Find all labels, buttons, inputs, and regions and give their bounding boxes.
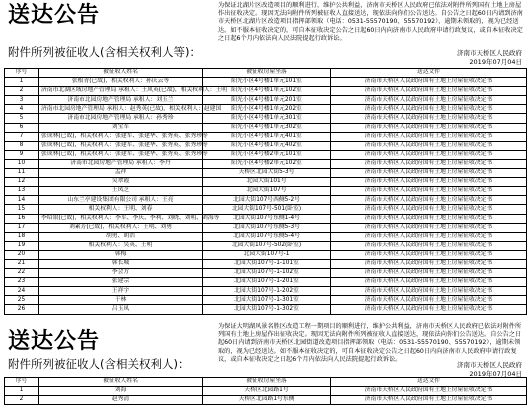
cell-document: 济南市天桥区人民政府国有土地上房屋征收决定书 bbox=[331, 305, 527, 314]
cell-name: 赵秀清 bbox=[39, 396, 203, 405]
table-row bbox=[5, 105, 527, 114]
table-row bbox=[5, 178, 527, 187]
cell-name: 韩梅 bbox=[39, 250, 203, 259]
cell-name: 王凤芝 bbox=[39, 187, 203, 196]
cell-name: 胡勇、胡浩 bbox=[39, 232, 203, 241]
table-row bbox=[5, 250, 527, 259]
cell-name: 孟祥 bbox=[39, 169, 203, 178]
cell-address: 北园大街107号-501(卧室) bbox=[203, 205, 331, 214]
table-row bbox=[5, 296, 527, 305]
cell-index: 2 bbox=[5, 396, 39, 405]
header-index: 序号 bbox=[5, 69, 39, 78]
table-row bbox=[5, 259, 527, 268]
table-row bbox=[5, 232, 527, 241]
cell-address: 阳光小区4号楼1单元101室 bbox=[203, 78, 331, 87]
cell-document: 济南市天桥区人民政府国有土地上房屋征收决定书 bbox=[331, 214, 527, 223]
cell-address: 天桥区北园大街5-3号 bbox=[203, 169, 331, 178]
cell-name: 于林 bbox=[39, 296, 203, 305]
cell-name: 济南市北园房地产管理局 承租人：孙秀珍 bbox=[39, 114, 203, 123]
cell-index: 1 bbox=[5, 78, 39, 87]
cell-index: 1 bbox=[5, 387, 39, 396]
cell-index: 26 bbox=[5, 305, 39, 314]
cell-index: 25 bbox=[5, 296, 39, 305]
cell-index: 21 bbox=[5, 259, 39, 268]
cell-document: 济南市天桥区人民政府国有土地上房屋征收决定书 bbox=[331, 123, 527, 132]
cell-document: 济南市天桥区人民政府国有土地上房屋征收决定书 bbox=[331, 159, 527, 168]
table-row bbox=[5, 287, 527, 296]
header-document: 送达文件 bbox=[331, 378, 527, 387]
cell-index: 22 bbox=[5, 269, 39, 278]
header-name: 被征收人姓名 bbox=[39, 378, 203, 387]
table-row bbox=[5, 269, 527, 278]
cell-index: 10 bbox=[5, 159, 39, 168]
cell-name: 刘海 bbox=[39, 387, 203, 396]
cell-document: 济南市天桥区人民政府国有土地上房屋征收决定书 bbox=[331, 250, 527, 259]
cell-address: 天桥区北园路1号 bbox=[203, 387, 331, 396]
table-row bbox=[5, 78, 527, 87]
recipients-table bbox=[4, 377, 527, 405]
cell-index: 8 bbox=[5, 141, 39, 150]
cell-address: 阳光小区4号楼1单元402室 bbox=[203, 141, 331, 150]
cell-name: 吴翠霞 bbox=[39, 178, 203, 187]
cell-address: 北园大街107号-1-201室 bbox=[203, 278, 331, 287]
cell-document: 济南市天桥区人民政府国有土地上房屋征收决定书 bbox=[331, 278, 527, 287]
cell-address: 阳光小区4号楼1单元301室 bbox=[203, 114, 331, 123]
cell-index: 13 bbox=[5, 187, 39, 196]
cell-index: 16 bbox=[5, 214, 39, 223]
cell-address: 阳光小区4号楼1单元102室 bbox=[203, 87, 331, 96]
table-row bbox=[5, 223, 527, 232]
table-row bbox=[5, 96, 527, 105]
cell-name: 张成林(已故)，相关权利人：张建军、张建华、张秀英、张秀珍等 bbox=[39, 141, 203, 150]
cell-address: 天桥区北园路1号东侧 bbox=[203, 396, 331, 405]
cell-document: 济南市天桥区人民政府国有土地上房屋征收决定书 bbox=[331, 259, 527, 268]
table-row bbox=[5, 132, 527, 141]
cell-document: 济南市天桥区人民政府国有土地上房屋征收决定书 bbox=[331, 141, 527, 150]
cell-name: 张成林(已故)，相关权利人：张建军、张建华、张秀英、张秀珍等 bbox=[39, 150, 203, 159]
cell-index: 12 bbox=[5, 178, 39, 187]
header-address: 被征收房屋坐落 bbox=[203, 378, 331, 387]
cell-address: 北园大街107号-1-301室 bbox=[203, 296, 331, 305]
cell-address: 北园大街107号-1-101室 bbox=[203, 259, 331, 268]
cell-document: 济南市天桥区人民政府国有土地上房屋征收决定书 bbox=[331, 105, 527, 114]
table-row bbox=[5, 241, 527, 250]
notice-subtitle: 附件所列被征收人(含相关权利人)： bbox=[8, 357, 190, 371]
cell-name: 吕玉凤 bbox=[39, 305, 203, 314]
cell-document: 济南市天桥区人民政府国有土地上房屋征收决定书 bbox=[331, 232, 527, 241]
cell-document: 济南市天桥区人民政府国有土地上房屋征收决定书 bbox=[331, 114, 527, 123]
table-header-row bbox=[5, 378, 527, 387]
cell-address: 北园大街107号-502(卧室) bbox=[203, 241, 331, 250]
header-document: 送达文件 bbox=[331, 69, 527, 78]
cell-address: 阳光小区4号楼1单元401室 bbox=[203, 132, 331, 141]
cell-document: 济南市天桥区人民政府国有土地上房屋征收决定书 bbox=[331, 196, 527, 205]
cell-index: 23 bbox=[5, 278, 39, 287]
cell-name: 济南市北园房地产管理局 承租人：刘玉兰 bbox=[39, 96, 203, 105]
cell-address: 阳光小区4号楼1单元201室 bbox=[203, 96, 331, 105]
notice-body: 为保证北湖片区改造项目的顺利进行，维护公共利益，济南市天桥区人民政府已依法对附件所列国有土地上房屋作出征收决定。现因无法向附件所列被征收人直接送达，现依法向你们公告送达。自公告之日起60日内请到济南市天桥区北湖片区改造项目指挥部领取（电话：0531-55570190、55570192），逾期未领取的，视为已经送达。如不服本征收决定的，可自本征收决定公告之日起60日内向济南市人民政府申请行政复议，或自本征收决定之日起6个月内依法向人民法院提起行政诉讼。 bbox=[218, 2, 523, 42]
cell-index: 18 bbox=[5, 232, 39, 241]
header-index: 序号 bbox=[5, 378, 39, 387]
cell-address: 北园大街107号东侧5-4号 bbox=[203, 232, 331, 241]
cell-address: 阳光小区4号楼2单元101室 bbox=[203, 150, 331, 159]
cell-index: 9 bbox=[5, 150, 39, 159]
cell-address: 北园大街107号 bbox=[203, 187, 331, 196]
cell-name: 张成林(已故)，相关权利人：张建军、张建华、张秀英、张秀珍等 bbox=[39, 132, 203, 141]
notice-title: 送达公告 bbox=[8, 3, 101, 28]
cell-name: 张根青(已故)，相关权利人：孙庆云等 bbox=[39, 78, 203, 87]
cell-document: 济南市天桥区人民政府国有土地上房屋征收决定书 bbox=[331, 178, 527, 187]
cell-index: 15 bbox=[5, 205, 39, 214]
cell-document: 济南市天桥区人民政府国有土地上房屋征收决定书 bbox=[331, 150, 527, 159]
cell-index: 6 bbox=[5, 123, 39, 132]
cell-name: 济南市北园房地产管理局 承租人：李丹 bbox=[39, 159, 203, 168]
cell-document: 济南市天桥区人民政府国有土地上房屋征收决定书 bbox=[331, 269, 527, 278]
cell-index: 5 bbox=[5, 114, 39, 123]
cell-document: 济南市天桥区人民政府国有土地上房屋征收决定书 bbox=[331, 387, 527, 396]
header-address: 被征收房屋坐落 bbox=[203, 69, 331, 78]
cell-name: 相关权利人：王明、刘春 bbox=[39, 205, 203, 214]
cell-index: 2 bbox=[5, 87, 39, 96]
cell-name: 刘素芳(已故)，相关权利人：王明、刘勇 bbox=[39, 223, 203, 232]
cell-name: 王祥宇 bbox=[39, 287, 203, 296]
table-row bbox=[5, 159, 527, 168]
table-row bbox=[5, 205, 527, 214]
cell-address: 北园大街107号东侧5-3号 bbox=[203, 223, 331, 232]
cell-index: 20 bbox=[5, 250, 39, 259]
table-row bbox=[5, 141, 527, 150]
cell-document: 济南市天桥区人民政府国有土地上房屋征收决定书 bbox=[331, 87, 527, 96]
cell-name: 韩长城 bbox=[39, 259, 203, 268]
cell-address: 北园大街107号-1 bbox=[203, 250, 331, 259]
table-header-row bbox=[5, 69, 527, 78]
cell-name: 相关权利人：吴英、王明 bbox=[39, 241, 203, 250]
cell-document: 济南市天桥区人民政府国有土地上房屋征收决定书 bbox=[331, 287, 527, 296]
cell-name: 济南市北园房地产管理局 承租人：赵秀英(已故)，相关权利人：赵建国 bbox=[39, 105, 203, 114]
cell-index: 19 bbox=[5, 241, 39, 250]
cell-name: 李会方 bbox=[39, 269, 203, 278]
notice-date: 2019年07月04日 bbox=[469, 370, 522, 378]
table-row bbox=[5, 396, 527, 405]
cell-document: 济南市天桥区人民政府国有土地上房屋征收决定书 bbox=[331, 187, 527, 196]
notice-body: 为保证大明湖风景名胜区改造工程一期项目的顺利进行，维护公共利益，济南市天桥区人民政府已依法对附件所列国有土地上房屋作出征收决定。现因无法向附件所列被征收人直接送达，现依法向你们公告送达。自公告之日起60日内请到济南市天桥区北园街道改造项目指挥部领取（电话：0531-55570190、55570192），逾期未领取的，视为已经送达。如不服本征收决定的，可自本征收决定公告之日起60日内向济南市人民政府申请行政复议，或自本征收决定之日起6个月内依法向人民法院提起行政诉讼。 bbox=[218, 323, 522, 363]
cell-address: 阳光小区4号楼1单元302室 bbox=[203, 123, 331, 132]
cell-address: 北园大街107号东侧1-4号 bbox=[203, 214, 331, 223]
cell-address: 阳光小区4号楼1单元202室 bbox=[203, 105, 331, 114]
table-row bbox=[5, 305, 527, 314]
cell-document: 济南市天桥区人民政府国有土地上房屋征收决定书 bbox=[331, 241, 527, 250]
cell-document: 济南市天桥区人民政府国有土地上房屋征收决定书 bbox=[331, 296, 527, 305]
cell-name: 张建宗 bbox=[39, 278, 203, 287]
cell-index: 3 bbox=[5, 96, 39, 105]
table-row bbox=[5, 114, 527, 123]
cell-address: 北园大街107号西侧5-2号 bbox=[203, 196, 331, 205]
cell-index: 11 bbox=[5, 169, 39, 178]
table-row bbox=[5, 187, 527, 196]
cell-index: 7 bbox=[5, 132, 39, 141]
table-row bbox=[5, 214, 527, 223]
table-row bbox=[5, 169, 527, 178]
table-row bbox=[5, 196, 527, 205]
header-name: 被征收人姓名 bbox=[39, 69, 203, 78]
cell-document: 济南市天桥区人民政府国有土地上房屋征收决定书 bbox=[331, 78, 527, 87]
notice-title: 送达公告 bbox=[8, 329, 101, 354]
table-row bbox=[5, 123, 527, 132]
cell-address: 北园大街107号-1-202室 bbox=[203, 287, 331, 296]
cell-address: 北园大街107号-1-102室 bbox=[203, 269, 331, 278]
cell-name: 济南市北湖区域房地产管理局 承租人：王凤英(已故)，相关权利人：王明 bbox=[39, 87, 203, 96]
cell-document: 济南市天桥区人民政府国有土地上房屋征收决定书 bbox=[331, 169, 527, 178]
cell-document: 济南市天桥区人民政府国有土地上房屋征收决定书 bbox=[331, 205, 527, 214]
notice-date: 2019年07月04日 bbox=[469, 58, 522, 66]
cell-index: 14 bbox=[5, 196, 39, 205]
cell-document: 济南市天桥区人民政府国有土地上房屋征收决定书 bbox=[331, 223, 527, 232]
table-row bbox=[5, 278, 527, 287]
cell-address: 北园大街107号-1-302室 bbox=[203, 305, 331, 314]
cell-document: 济南市天桥区人民政府国有土地上房屋征收决定书 bbox=[331, 132, 527, 141]
cell-document: 济南市天桥区人民政府国有土地上房屋征收决定书 bbox=[331, 96, 527, 105]
cell-index: 4 bbox=[5, 105, 39, 114]
table-row bbox=[5, 387, 527, 396]
table-row bbox=[5, 87, 527, 96]
notice-issuer: 济南市天桥区人民政府 bbox=[457, 49, 522, 57]
cell-name: 李绍银(已故)，相关权利人：李军、李庆、李利、刘晓、刘明、刘海等 bbox=[39, 214, 203, 223]
table-row bbox=[5, 150, 527, 159]
cell-document: 济南市天桥区人民政府国有土地上房屋征收决定书 bbox=[331, 396, 527, 405]
cell-address: 阳光小区4号楼2单元102室 bbox=[203, 159, 331, 168]
cell-index: 17 bbox=[5, 223, 39, 232]
notice-issuer: 济南市天桥区人民政府 bbox=[457, 361, 522, 369]
cell-address: 北园大街101号 bbox=[203, 178, 331, 187]
cell-index: 24 bbox=[5, 287, 39, 296]
cell-name: 刘宝军 bbox=[39, 123, 203, 132]
notice-subtitle: 附件所列被征收人(含相关权利人等)： bbox=[8, 45, 201, 59]
cell-name: 山东兰亭建设集团有限公司 承租人：王亮 bbox=[39, 196, 203, 205]
recipients-table bbox=[4, 68, 527, 315]
